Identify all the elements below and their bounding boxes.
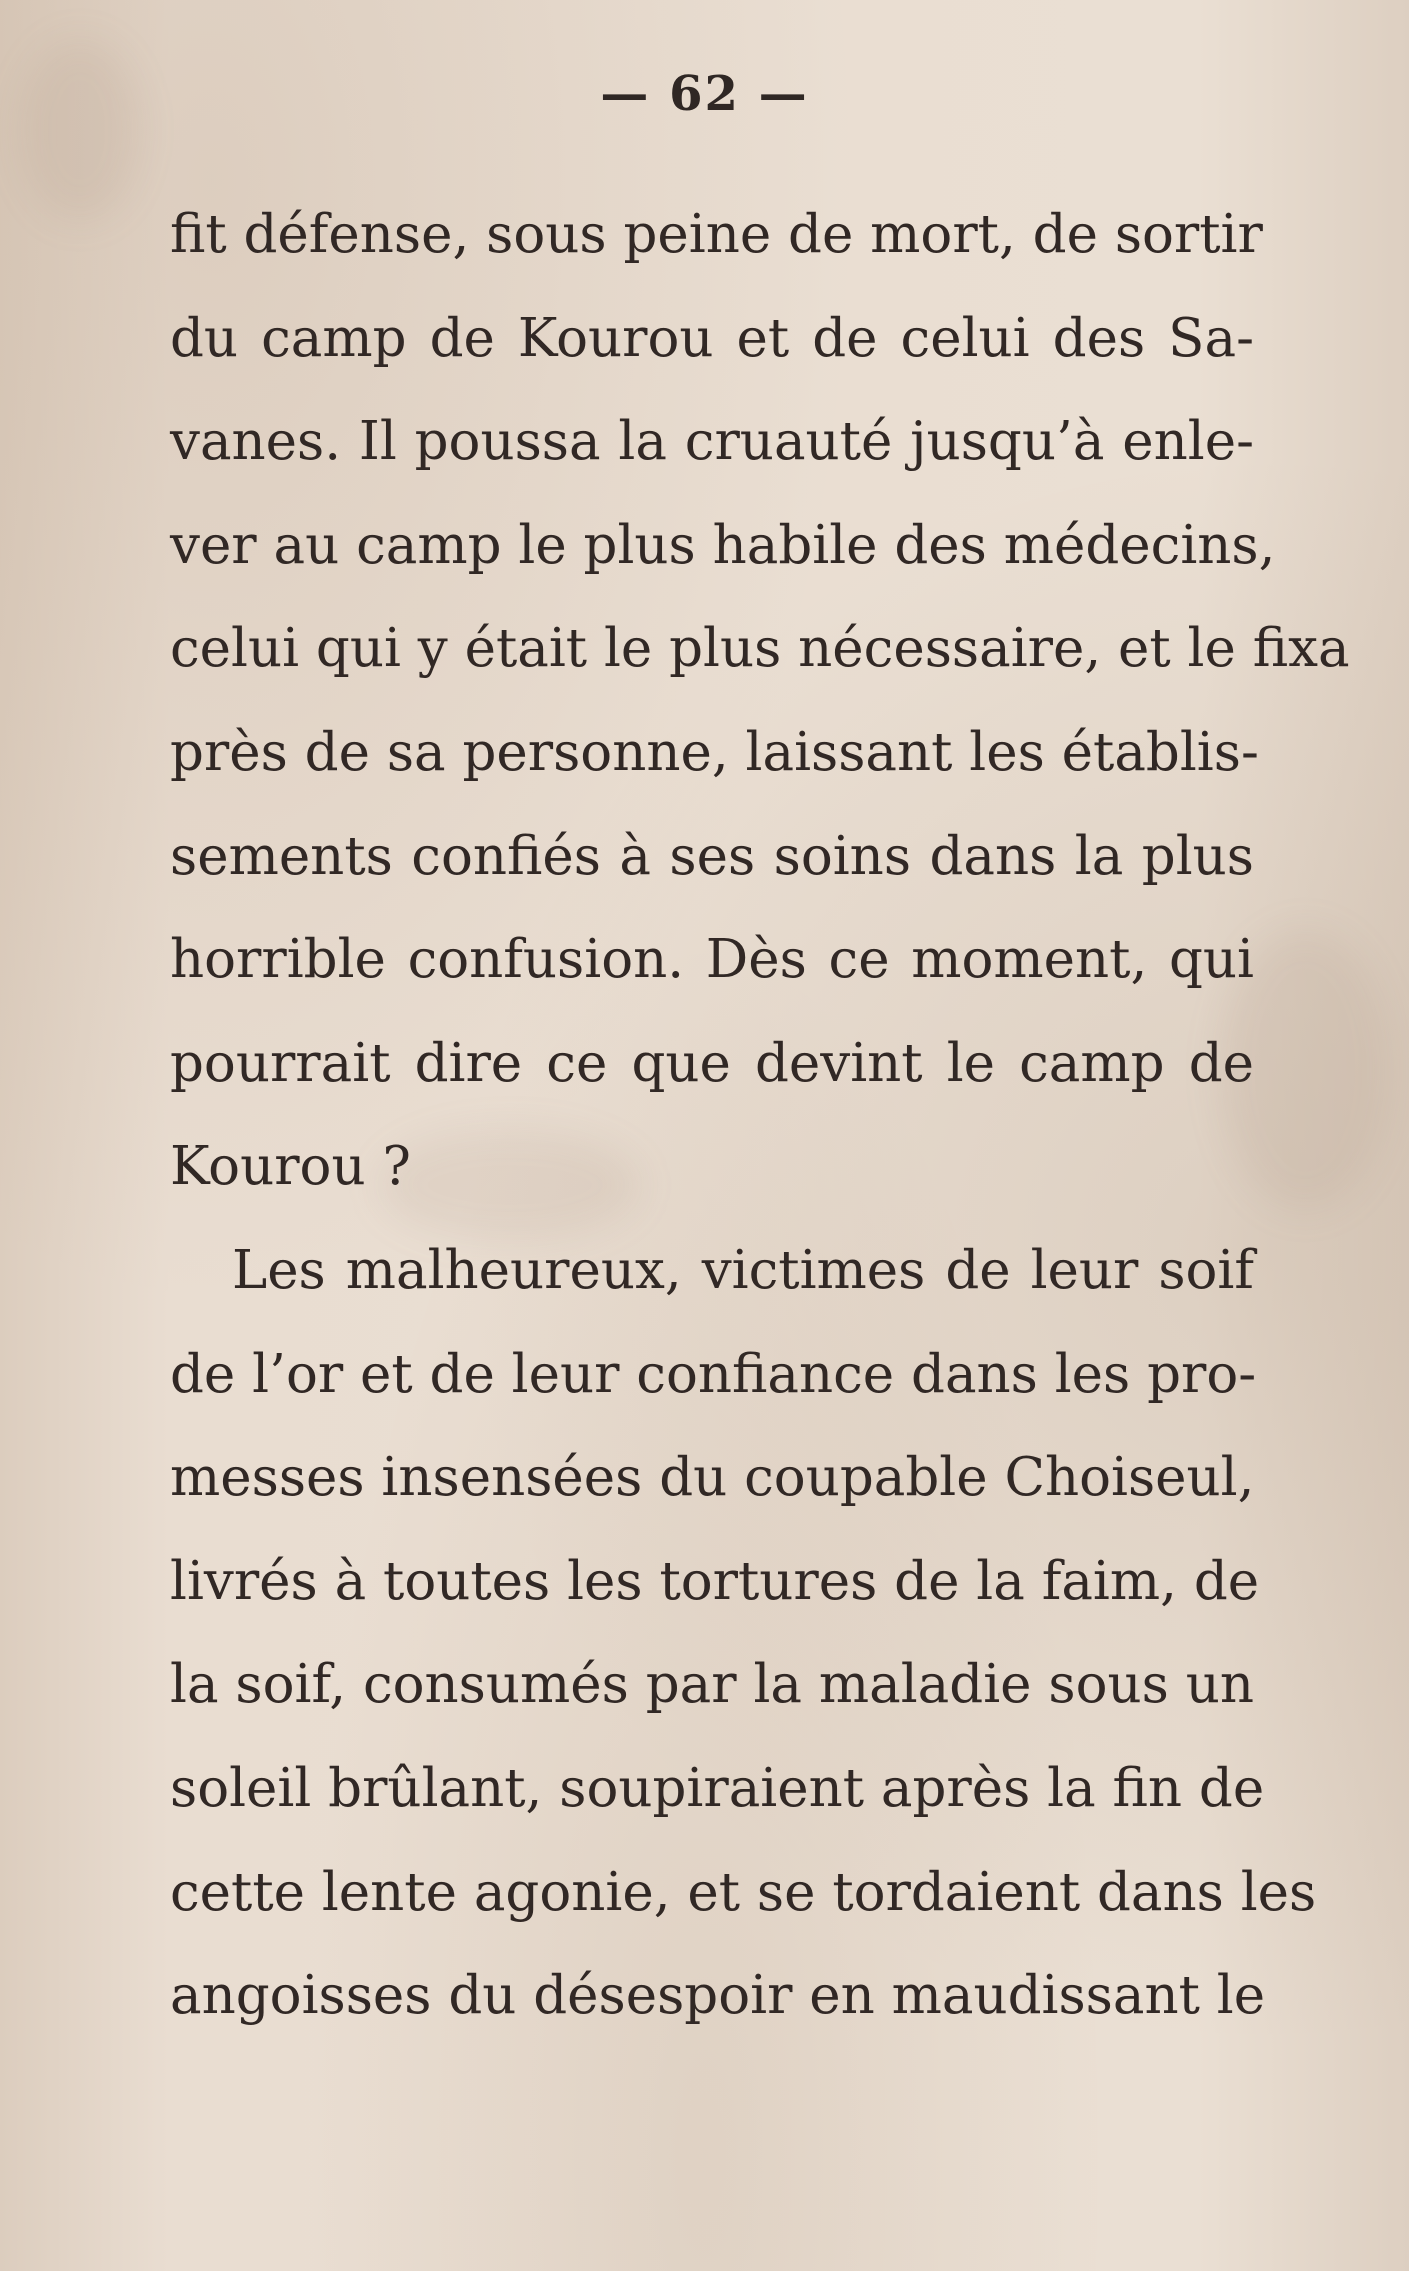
- text-line: du camp de Kourou et de celui des Sa-: [170, 307, 1254, 369]
- text-line: de l’or et de leur confiance dans les pro-: [170, 1343, 1257, 1405]
- text-line: soleil brûlant, soupiraient après la fin de: [170, 1757, 1265, 1819]
- text-line: cette lente agonie, et se tordaient dans les: [170, 1861, 1317, 1923]
- text-line: près de sa personne, laissant les établis-: [170, 721, 1259, 783]
- text-line: Les malheureux, victimes de leur soif: [232, 1239, 1254, 1301]
- text-line: Kourou ?: [170, 1136, 411, 1198]
- text-line: sements confiés à ses soins dans la plus: [170, 825, 1254, 887]
- text-line: pourrait dire ce que devint le camp de: [170, 1032, 1254, 1094]
- text-line: vanes. Il poussa la cruauté jusqu’à enle-: [170, 411, 1254, 473]
- body-text: [170, 183, 1350, 2048]
- text-line: celui qui y était le plus nécessaire, et le fixa: [170, 618, 1350, 680]
- text-line: fit défense, sous peine de mort, de sortir: [170, 204, 1263, 265]
- text-line: angoisses du désespoir en maudissant le: [170, 1965, 1266, 2027]
- text-line: livrés à toutes les tortures de la faim, de: [170, 1550, 1260, 1612]
- text-line: horrible confusion. Dès ce moment, qui: [170, 929, 1254, 991]
- text-line: messes insensées du coupable Choiseul,: [170, 1447, 1255, 1509]
- text-line: ver au camp le plus habile des médecins,: [170, 514, 1276, 576]
- text-line: la soif, consumés par la maladie sous un: [170, 1654, 1254, 1716]
- page-number: — 62 —: [600, 66, 809, 122]
